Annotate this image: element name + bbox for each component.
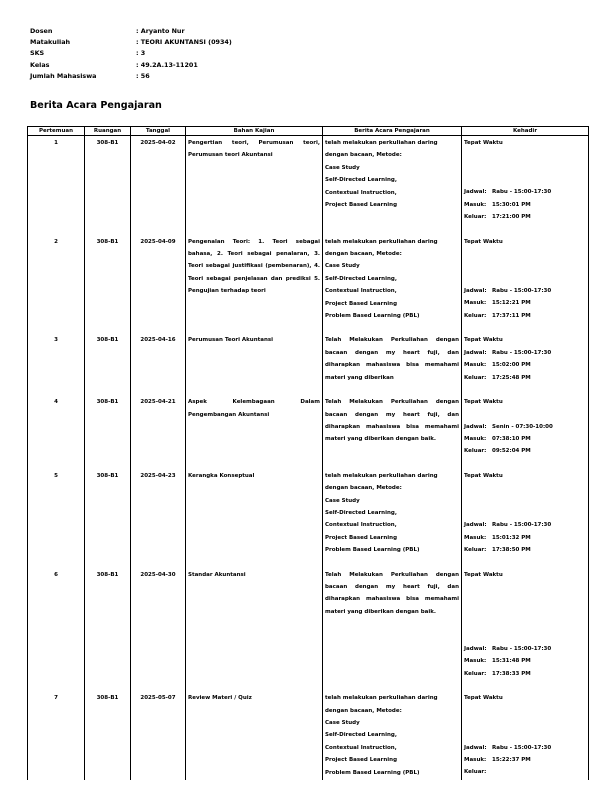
gap-cell: [28, 558, 85, 568]
attendance-jadwal-value: Rabu - 15:00-17:30: [492, 645, 552, 652]
attendance-spacer: [464, 482, 586, 519]
attendance-jadwal: [464, 186, 586, 198]
row-gap: [28, 558, 589, 568]
attendance-keluar: [464, 668, 586, 680]
gap-cell: [85, 323, 131, 333]
attendance-keluar-label: Keluar:: [464, 214, 487, 221]
cell-kehadiran: [462, 568, 589, 682]
attendance-masuk-label: Masuk:: [464, 300, 487, 307]
attendance-status: Tepat Waktu: [464, 399, 503, 406]
cell-bahan-kajian: Aspek Kelembagaan Dalam Pengembangan Akuntansi: [186, 395, 323, 459]
row-gap: [28, 681, 589, 691]
attendance-masuk-value: 15:02:00 PM: [492, 362, 531, 369]
attendance-keluar-label: Keluar:: [464, 546, 487, 553]
berita-line: Project Based Learning: [325, 202, 398, 209]
cell-ruangan: 308-B1: [85, 235, 131, 324]
gap-cell: [462, 459, 589, 469]
cell-tanggal: 2025-04-09: [131, 235, 186, 324]
berita-line: dengan bacaan, Metode:: [325, 251, 402, 258]
cell-bahan-kajian: Perumusan Teori Akuntansi: [186, 333, 323, 385]
attendance-jadwal-label: Jadwal:: [464, 288, 487, 295]
attendance-masuk: [464, 532, 586, 544]
attendance-spacer: [464, 409, 586, 421]
gap-cell: [186, 459, 323, 469]
teaching-report-table-container: [27, 126, 588, 776]
attendance-masuk: [464, 754, 586, 766]
attendance-keluar-value: 17:38:33 PM: [492, 670, 531, 677]
cell-kehadiran: [462, 333, 589, 385]
berita-line: Case Study: [325, 720, 360, 726]
gap-cell: [186, 225, 323, 235]
info-label: Kelas: [30, 60, 50, 69]
table-header-row: [28, 127, 589, 136]
gap-cell: [462, 323, 589, 333]
attendance-masuk: [464, 433, 586, 445]
gap-cell: [131, 558, 186, 568]
attendance-status: Tepat Waktu: [464, 571, 503, 578]
col-header-kehadiran: Kehadir: [462, 127, 589, 136]
berita-line: telah melakukan perkuliahan daring: [325, 695, 438, 702]
berita-line: Case Study: [325, 263, 360, 270]
cell-berita-acara: [323, 235, 462, 324]
cell-ruangan: 308-B1: [85, 395, 131, 459]
info-value: : Aryanto Nur: [136, 27, 185, 35]
gap-cell: [323, 385, 462, 395]
attendance-jadwal-label: Jadwal:: [464, 522, 487, 529]
attendance-masuk-value: 07:38:10 PM: [492, 435, 531, 442]
cell-pertemuan: 1: [28, 136, 85, 225]
berita-line: Contextual Instruction,: [325, 522, 397, 529]
info-value: : 49.2A.13-11201: [136, 60, 198, 69]
gap-cell: [28, 385, 85, 395]
attendance-keluar: [464, 445, 586, 457]
attendance-masuk-value: 15:22:37 PM: [492, 757, 531, 763]
gap-cell: [28, 225, 85, 235]
attendance-status: Tepat Waktu: [464, 238, 503, 245]
berita-line: Case Study: [325, 497, 360, 504]
cell-bahan-kajian: Kerangka Konseptual: [186, 469, 323, 558]
attendance-keluar: [464, 766, 586, 778]
row-gap: [28, 459, 589, 469]
gap-cell: [462, 385, 589, 395]
info-value: : 56: [136, 71, 150, 80]
attendance-status: Tepat Waktu: [464, 695, 503, 702]
attendance-masuk-value: 15:30:01 PM: [492, 201, 531, 208]
cell-berita-acara: [323, 469, 462, 558]
cell-tanggal: 2025-04-30: [131, 568, 186, 682]
berita-line: Problem Based Learning (PBL): [325, 313, 420, 320]
gap-cell: [323, 225, 462, 235]
attendance-jadwal-label: Jadwal:: [464, 189, 487, 196]
attendance-status: Tepat Waktu: [464, 337, 503, 344]
berita-line: Telah Melakukan Perkuliahan dengan bacaan dengan my heart fuji, dan diharapkan mahasiswa bisa memahami materi yang diberikan: [325, 337, 459, 381]
attendance-jadwal-value: Rabu - 15:00-17:30: [492, 744, 552, 751]
info-row: [30, 71, 336, 82]
attendance-masuk-label: Masuk:: [464, 362, 487, 369]
attendance-jadwal-value: Rabu - 15:00-17:30: [492, 189, 552, 196]
attendance-masuk-label: Masuk:: [464, 201, 487, 208]
info-row: [30, 60, 336, 71]
berita-line: telah melakukan perkuliahan daring: [325, 472, 438, 479]
gap-cell: [131, 681, 186, 691]
gap-cell: [85, 681, 131, 691]
course-info: [30, 26, 336, 82]
berita-line: Project Based Learning: [325, 300, 398, 307]
berita-line: Project Based Learning: [325, 757, 398, 764]
attendance-jadwal-label: Jadwal:: [464, 645, 487, 652]
cell-tanggal: 2025-04-21: [131, 395, 186, 459]
info-label: SKS: [30, 49, 45, 58]
cell-tanggal: 2025-04-23: [131, 469, 186, 558]
cell-tanggal: 2025-04-16: [131, 333, 186, 385]
attendance-masuk: [464, 359, 586, 371]
attendance-jadwal: [464, 519, 586, 531]
cell-kehadiran: [462, 691, 589, 780]
attendance-keluar-value: 17:38:50 PM: [492, 546, 531, 553]
cell-pertemuan: 7: [28, 691, 85, 780]
attendance-keluar: [464, 211, 586, 223]
berita-line: Self-Directed Learning,: [325, 275, 397, 282]
attendance-masuk-value: 15:31:48 PM: [492, 658, 531, 665]
gap-cell: [462, 558, 589, 568]
attendance-masuk-label: Masuk:: [464, 435, 487, 442]
attendance-masuk-value: 15:01:32 PM: [492, 534, 531, 541]
attendance-masuk-value: 15:12:21 PM: [492, 300, 531, 307]
attendance-masuk-label: Masuk:: [464, 757, 487, 763]
cell-ruangan: 308-B1: [85, 136, 131, 225]
cell-pertemuan: 6: [28, 568, 85, 682]
page-title: Berita Acara Pengajaran: [30, 100, 162, 111]
cell-pertemuan: 2: [28, 235, 85, 324]
attendance-keluar-label: Keluar:: [464, 670, 487, 677]
teaching-report-table: [27, 126, 589, 780]
berita-line: Problem Based Learning (PBL): [325, 547, 420, 554]
berita-line: Telah Melakukan Perkuliahan dengan bacaan dengan my heart fuji, dan diharapkan mahasiswa bisa memahami materi yang diberikan dengan baik.: [325, 571, 459, 615]
col-header-bahan-kajian: Bahan Kajian: [186, 127, 323, 136]
attendance-masuk-label: Masuk:: [464, 658, 487, 665]
gap-cell: [85, 385, 131, 395]
attendance-keluar-value: 17:37:11 PM: [492, 312, 531, 319]
gap-cell: [186, 558, 323, 568]
attendance-jadwal: [464, 643, 586, 655]
berita-line: Contextual Instruction,: [325, 189, 397, 196]
table-row: [28, 395, 589, 459]
info-row: [30, 37, 336, 48]
info-row: [30, 26, 336, 37]
attendance-jadwal: [464, 347, 586, 359]
gap-cell: [85, 225, 131, 235]
attendance-keluar-value: 17:21:00 PM: [492, 214, 531, 221]
gap-cell: [131, 459, 186, 469]
attendance-keluar-label: Keluar:: [464, 769, 487, 776]
gap-cell: [323, 681, 462, 691]
gap-cell: [323, 323, 462, 333]
gap-cell: [186, 323, 323, 333]
cell-kehadiran: [462, 235, 589, 324]
info-value: : 3: [136, 49, 146, 58]
attendance-keluar-label: Keluar:: [464, 312, 487, 319]
attendance-jadwal: [464, 421, 586, 433]
attendance-jadwal-value: Rabu - 15:00-17:30: [492, 349, 552, 356]
gap-cell: [462, 681, 589, 691]
info-row: [30, 48, 336, 59]
attendance-spacer: [464, 248, 586, 285]
gap-cell: [28, 681, 85, 691]
cell-ruangan: 308-B1: [85, 469, 131, 558]
cell-bahan-kajian: Standar Akuntansi: [186, 568, 323, 682]
info-label: Matakuliah: [30, 38, 71, 47]
cell-pertemuan: 5: [28, 469, 85, 558]
table-row: [28, 136, 589, 225]
cell-tanggal: 2025-04-02: [131, 136, 186, 225]
gap-cell: [186, 385, 323, 395]
attendance-jadwal-value: Senin - 07:30-10:00: [492, 423, 553, 430]
berita-line: Telah Melakukan Perkuliahan dengan bacaan dengan my heart fuji, dan diharapkan mahasiswa bisa memahami materi yang diberikan dengan baik.: [325, 399, 459, 443]
table-row: [28, 235, 589, 324]
gap-cell: [131, 323, 186, 333]
cell-ruangan: 308-B1: [85, 691, 131, 780]
attendance-jadwal-value: Rabu - 15:00-17:30: [492, 288, 552, 295]
col-header-tanggal: Tanggal: [131, 127, 186, 136]
berita-line: Problem Based Learning (PBL): [325, 769, 420, 776]
cell-berita-acara: [323, 395, 462, 459]
attendance-status: Tepat Waktu: [464, 140, 503, 146]
info-value: : TEORI AKUNTANSI (0934): [136, 38, 232, 47]
row-gap: [28, 385, 589, 395]
cell-kehadiran: [462, 469, 589, 558]
cell-ruangan: 308-B1: [85, 333, 131, 385]
berita-line: Self-Directed Learning,: [325, 177, 397, 184]
cell-berita-acara: [323, 333, 462, 385]
cell-berita-acara: [323, 136, 462, 225]
attendance-status: Tepat Waktu: [464, 472, 503, 479]
col-header-berita-acara: Berita Acara Pengajaran: [323, 127, 462, 136]
col-header-pertemuan: Pertemuan: [28, 127, 85, 136]
gap-cell: [131, 225, 186, 235]
gap-cell: [323, 459, 462, 469]
row-gap: [28, 323, 589, 333]
gap-cell: [28, 323, 85, 333]
attendance-jadwal-label: Jadwal:: [464, 349, 487, 356]
attendance-jadwal: [464, 285, 586, 297]
attendance-masuk-label: Masuk:: [464, 534, 487, 541]
attendance-jadwal-label: Jadwal:: [464, 744, 487, 751]
berita-line: telah melakukan perkuliahan daring: [325, 238, 438, 245]
cell-ruangan: 308-B1: [85, 568, 131, 682]
attendance-spacer: [464, 705, 586, 742]
gap-cell: [186, 681, 323, 691]
row-gap: [28, 225, 589, 235]
cell-pertemuan: 3: [28, 333, 85, 385]
gap-cell: [85, 558, 131, 568]
info-label: Dosen: [30, 27, 53, 35]
info-label: Jumlah Mahasiswa: [30, 71, 97, 80]
attendance-jadwal-value: Rabu - 15:00-17:30: [492, 522, 552, 529]
gap-cell: [85, 459, 131, 469]
cell-bahan-kajian: Review Materi / Quiz: [186, 691, 323, 780]
table-row: [28, 568, 589, 682]
cell-kehadiran: [462, 395, 589, 459]
attendance-keluar: [464, 310, 586, 322]
cell-bahan-kajian: Pengertian teori, Perumusan teori, Perumusan teori Akuntansi: [186, 136, 323, 225]
berita-line: Contextual Instruction,: [325, 744, 397, 751]
berita-line: Contextual Instruction,: [325, 288, 397, 295]
cell-tanggal: 2025-05-07: [131, 691, 186, 780]
attendance-keluar: [464, 544, 586, 556]
attendance-keluar-label: Keluar:: [464, 448, 487, 455]
berita-line: dengan bacaan, Metode:: [325, 152, 402, 159]
gap-cell: [131, 385, 186, 395]
attendance-keluar-label: Keluar:: [464, 374, 487, 381]
cell-kehadiran: [462, 136, 589, 225]
table-row: [28, 333, 589, 385]
cell-berita-acara: [323, 568, 462, 682]
attendance-keluar-value: 09:52:04 PM: [492, 448, 531, 455]
berita-line: Self-Directed Learning,: [325, 509, 397, 516]
attendance-masuk: [464, 655, 586, 667]
berita-line: dengan bacaan, Metode:: [325, 707, 402, 714]
gap-cell: [323, 558, 462, 568]
attendance-keluar-value: 17:25:48 PM: [492, 374, 531, 381]
berita-line: dengan bacaan, Metode:: [325, 485, 402, 492]
attendance-spacer: [464, 149, 586, 186]
cell-bahan-kajian: Pengenalan Teori: 1. Teori sebagai bahasa, 2. Teori sebagai penalaran, 3. Teori sebagai justifikasi (pembenaran), 4. Teori sebagai penjelasan dan prediksi 5. Pengujian terhadap teori: [186, 235, 323, 324]
attendance-masuk: [464, 199, 586, 211]
table-row: [28, 691, 589, 780]
attendance-jadwal-label: Jadwal:: [464, 423, 487, 430]
gap-cell: [28, 459, 85, 469]
attendance-keluar: [464, 372, 586, 384]
berita-line: telah melakukan perkuliahan daring: [325, 140, 438, 146]
attendance-jadwal: [464, 742, 586, 754]
col-header-ruangan: Ruangan: [85, 127, 131, 136]
attendance-masuk: [464, 297, 586, 309]
attendance-spacer: [464, 581, 586, 643]
cell-berita-acara: [323, 691, 462, 780]
cell-pertemuan: 4: [28, 395, 85, 459]
berita-line: Self-Directed Learning,: [325, 732, 397, 739]
gap-cell: [462, 225, 589, 235]
berita-line: Case Study: [325, 164, 360, 171]
table-row: [28, 469, 589, 558]
berita-line: Project Based Learning: [325, 534, 398, 541]
